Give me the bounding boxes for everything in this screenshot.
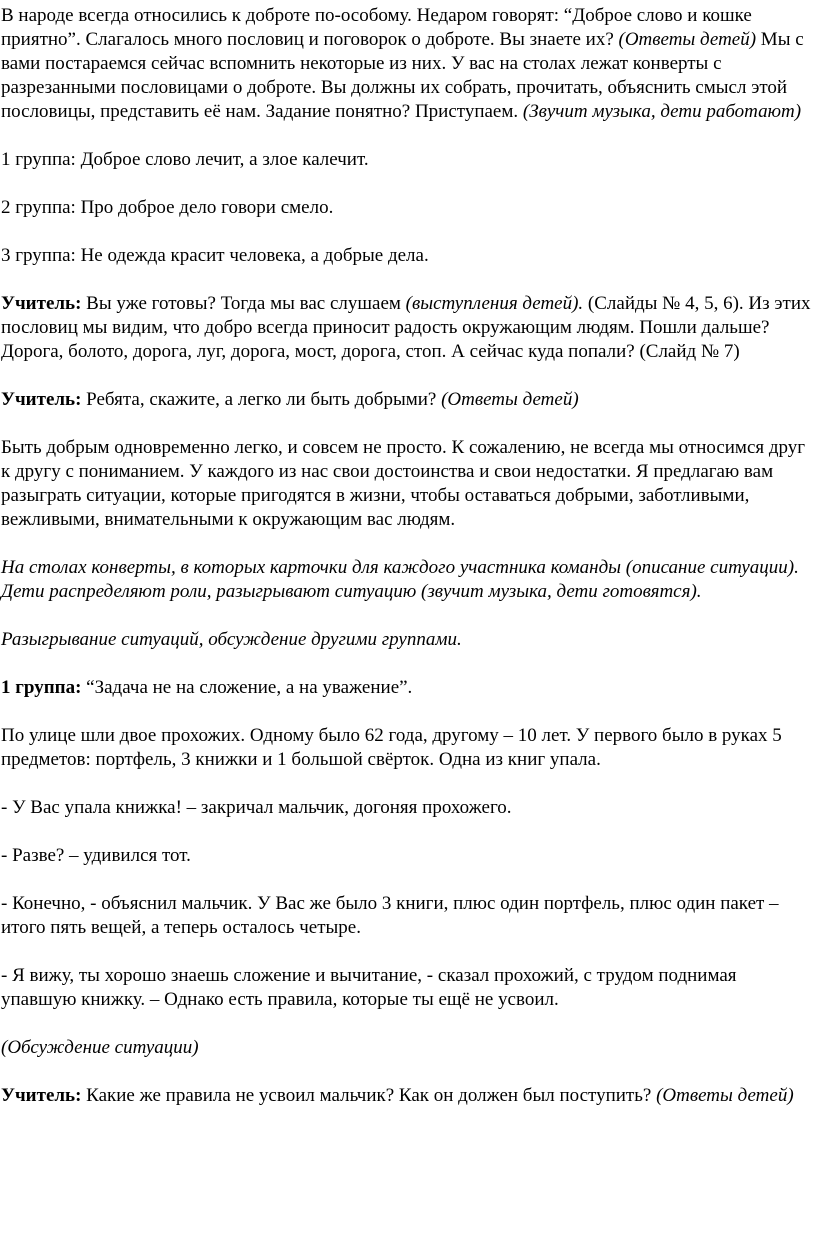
paragraph-envelopes-instruction: На столах конверты, в которых карточки для каждого участника команды (описание ситуации). Дети распределяют роли, разыгрывают ситуацию (звучит музыка, дети готовятся). bbox=[1, 557, 799, 602]
teacher-2-text: Ребята, скажите, а легко ли быть добрыми? bbox=[81, 389, 442, 410]
document-page bbox=[0, 4, 813, 1108]
teacher-2-children-answers: (Ответы детей) bbox=[441, 389, 579, 410]
paragraph-intro bbox=[1, 4, 813, 124]
dialogue-line-4: - Я вижу, ты хорошо знаешь сложение и вычитание, - сказал прохожий, с трудом поднимая упавшую книжку. – Однако есть правила, которые ты ещё не усвоил. bbox=[1, 965, 737, 1010]
speaker-label: Учитель: bbox=[1, 389, 82, 410]
teacher-1-text-2: (Слайды № 4, 5, 6). Из этих пословиц мы видим, что добро всегда приносит радость окружающим людям. Пошли дальше? Дорога, болото, дорога, луг, дорога, мост, дорога, стоп. А сейчас куда попали? (Слайд № 7) bbox=[1, 293, 811, 362]
speaker-label: Учитель: bbox=[1, 1085, 82, 1106]
dialogue-line-1: - У Вас упала книжка! – закричал мальчик, догоняя прохожего. bbox=[1, 797, 512, 818]
proverb-group-1: 1 группа: Доброе слово лечит, а злое калечит. bbox=[1, 149, 369, 170]
group-1-task-title: “Задача не на сложение, а на уважение”. bbox=[81, 677, 413, 698]
teacher-1-stage-direction: (выступления детей). bbox=[405, 293, 584, 314]
dialogue-line-2: - Разве? – удивился тот. bbox=[1, 845, 191, 866]
dialogue-line-3: - Конечно, - объяснил мальчик. У Вас же было 3 книги, плюс один портфель, плюс один пакет – итого пять вещей, а теперь осталось четыре. bbox=[1, 893, 779, 938]
teacher-3-text: Какие же правила не усвоил мальчик? Как он должен был поступить? bbox=[81, 1085, 657, 1106]
intro-children-answers: (Ответы детей) bbox=[618, 29, 757, 50]
intro-text-2: Мы с вами постараемся сейчас вспомнить некоторые из них. У вас на столах лежат конверты с разрезанными пословицами о доброте. Вы должны их собрать, прочитать, объяснить смысл этой пословицы, представить её нам. Задание понятно? Приступаем. bbox=[1, 29, 804, 122]
proverb-group-2: 2 группа: Про доброе дело говори смело. bbox=[1, 197, 334, 218]
paragraph-teacher-3 bbox=[1, 1084, 813, 1108]
paragraph-story: По улице шли двое прохожих. Одному было 62 года, другому – 10 лет. У первого было в руках 5 предметов: портфель, 3 книжки и 1 большой свёрток. Одна из книг упала. bbox=[1, 725, 782, 770]
paragraph-being-kind: Быть добрым одновременно легко, и совсем не просто. К сожалению, не всегда мы относимся друг к другу с пониманием. У каждого из нас свои достоинства и свои недостатки. Я предлагаю вам разыграть ситуации, которые пригодятся в жизни, чтобы оставаться добрыми, заботливыми, вежливыми, внимательными к окружающим вас людям. bbox=[1, 437, 806, 530]
teacher-3-children-answers: (Ответы детей) bbox=[656, 1085, 794, 1106]
intro-text-1: В народе всегда относились к доброте по-особому. Недаром говорят: “Доброе слово и кошке приятно”. Слагалось много пословиц и поговорок о доброте. Вы знаете их? bbox=[1, 5, 752, 50]
group-label: 1 группа: bbox=[1, 677, 82, 698]
proverb-group-3: 3 группа: Не одежда красит человека, а добрые дела. bbox=[1, 245, 429, 266]
paragraph-discussion: (Обсуждение ситуации) bbox=[1, 1037, 199, 1058]
paragraph-teacher-1 bbox=[1, 292, 813, 364]
teacher-1-text-1: Вы уже готовы? Тогда мы вас слушаем bbox=[81, 293, 406, 314]
paragraph-group-1-task bbox=[1, 676, 813, 700]
paragraph-teacher-2 bbox=[1, 388, 813, 412]
speaker-label: Учитель: bbox=[1, 293, 82, 314]
intro-stage-direction: (Звучит музыка, дети работают) bbox=[522, 101, 802, 122]
paragraph-role-play: Разыгрывание ситуаций, обсуждение другими группами. bbox=[1, 629, 462, 650]
